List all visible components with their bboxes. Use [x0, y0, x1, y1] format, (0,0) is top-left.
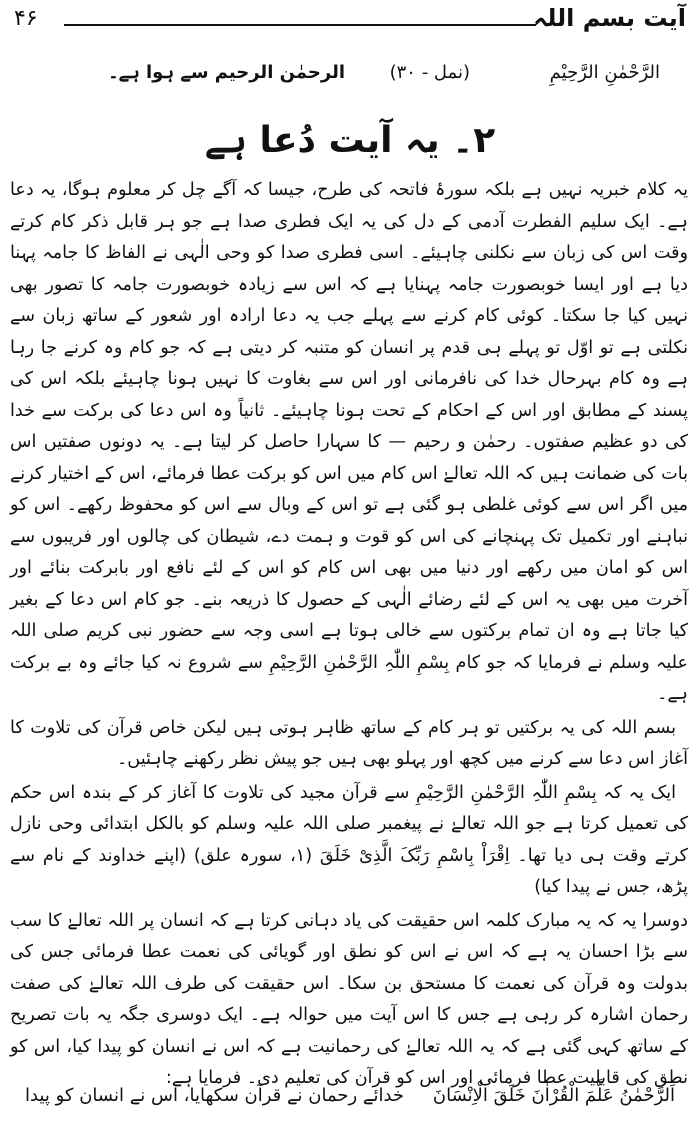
verse-translation: خدائے رحمان نے قرآن سکھایا، اس نے انسان کو پیدا	[25, 1085, 405, 1106]
body-text	[10, 175, 688, 1127]
ayah-line	[100, 62, 660, 96]
verse-row	[25, 1085, 675, 1119]
ayah-arabic: الرَّحْمٰنِ الرَّحِیْمِ	[549, 62, 660, 83]
header-rule	[64, 24, 536, 26]
running-title: آیت بسم اللہ	[533, 4, 686, 32]
section-heading: ۲۔ یہ آیت دُعا ہے	[204, 120, 496, 161]
paragraph: بسم اللہ کی یہ برکتیں تو ہر کام کے ساتھ ظاہر ہوتی ہیں لیکن خاص قرآن کی تلاوت کا آغاز اس دعا سے کرنے میں کچھ اور پہلو بھی ہیں جو پیش نظر رکھنے چاہئیں۔	[10, 717, 688, 769]
ayah-urdu: الرحمٰن الرحیم سے ہوا ہے۔	[108, 62, 345, 83]
page-header	[14, 4, 686, 38]
ayah-reference: (نمل - ۳۰)	[389, 62, 470, 83]
verse-arabic: اَلرَّحْمٰنُ عَلَّمَ الْقُرْاٰنَ خَلَقَ الْاِنْسَانَ	[432, 1085, 675, 1106]
paragraph: یہ کلام خبریہ نہیں ہے بلکہ سورۂ فاتحہ کی طرح، جیسا کہ آگے چل کر معلوم ہوگا، یہ دعا ہے۔ ایک سلیم الفطرت آدمی کے دل کی یہ ایک فطری صدا ہے جو ہر قابل ذکر کام کرتے وقت اس کی زبان سے نکلنی چاہیئے۔ اسی فطری صدا کو وحی الٰہی نے الفاظ کا جامہ پہنا دیا ہے اور ایسا خوبصورت جامہ پہنایا ہے کہ اس سے زیادہ خوبصورت جامہ کا تصور بھی نہیں کیا جا سکتا۔ کوئی کام کرنے سے پہلے جب یہ دعا ارادہ اور شعور کے ساتھ زبان سے نکلتی ہے تو اوّل تو پہلے ہی قدم پر انسان کو متنبہ کر دیتی ہے کہ جو کام وہ کرنے جا رہا ہے وہ کام بہرحال خدا کی نافرمانی اور اس سے بغاوت کا نہیں ہونا چاہیئے بلکہ اس کی پسند کے مطابق اور اس کے احکام کے تحت ہونا چاہیئے۔ ثانیاً وہ اس دعا کی برکت سے خدا کی دو عظیم صفتوں۔ رحمٰن و رحیم — کا سہارا حاصل کر لیتا ہے۔ یہ دونوں صفتیں اس بات کی ضمانت ہیں کہ اللہ تعالےٰ اس کام میں اس کو برکت عطا فرمائے، اس کے اختیار کرنے میں اگر اس سے کوئی غلطی ہو گئی ہے تو اس کے وبال سے اس کو محفوظ رکھے۔ اس کو نباہنے اور تکمیل تک پہنچانے کی اس کو قوت و ہمت دے، شیطان کی چالوں اور فریبوں سے اس کو امان میں رکھے اور دنیا میں بھی اس کام کو اس کے لئے نافع اور بابرکت بنائے اور آخرت میں بھی یہ اس کے لئے رضائے الٰہی کے حصول کا ذریعہ بنے۔ جو کام اس دعا کے بغیر کیا جاتا ہے وہ ان تمام برکتوں سے خالی ہوتا ہے اسی وجہ سے حضور نبی کریم صلی اللہ علیہ وسلم نے فرمایا کہ جو کام بِسْمِ اللّٰہِ الرَّحْمٰنِ الرَّحِیْمِ سے شروع نہ کیا جائے وہ بے برکت ہے۔	[10, 180, 688, 704]
page-number: ۴۶	[14, 6, 38, 31]
paragraph: دوسرا یہ کہ یہ مبارک کلمہ اس حقیقت کی یاد دہانی کرتا ہے کہ انسان پر اللہ تعالےٰ کا سب سے بڑا احسان یہ ہے کہ اس نے اس کو نطق اور گویائی کی نعمت عطا فرمائی جس کی بدولت وہ قرآن کی نعمت کا مستحق بن سکا۔ اس حقیقت کی طرف اللہ تعالےٰ کی صفت رحمان اشارہ کر رہی ہے جس کا اس آیت میں حوالہ ہے۔ ایک دوسری جگہ یہ بات تصریح کے ساتھ کہی گئی ہے کہ یہ اللہ تعالےٰ کی رحمانیت ہے کہ اس نے انسان کو پیدا کیا، اس کو نطق کی قابلیت عطا فرمائی اور اس کو قرآن کی تعلیم دی۔ فرمایا ہے:	[10, 910, 688, 1088]
paragraph: ایک یہ کہ بِسْمِ اللّٰہِ الرَّحْمٰنِ الرَّحِیْمِ سے قرآن مجید کی تلاوت کا آغاز کر کے بندہ اس حکم کی تعمیل کرتا ہے جو اللہ تعالےٰ نے پیغمبر صلی اللہ علیہ وسلم کو بالکل ابتدائی وحی نازل کرتے وقت ہی دیا تھا۔ اِقْرَاْ بِاسْمِ رَبِّکَ الَّذِیْ خَلَقَ (۱، سورہ علق) (اپنے خداوند کے نام سے پڑھ، جس نے پیدا کیا)	[10, 782, 688, 897]
